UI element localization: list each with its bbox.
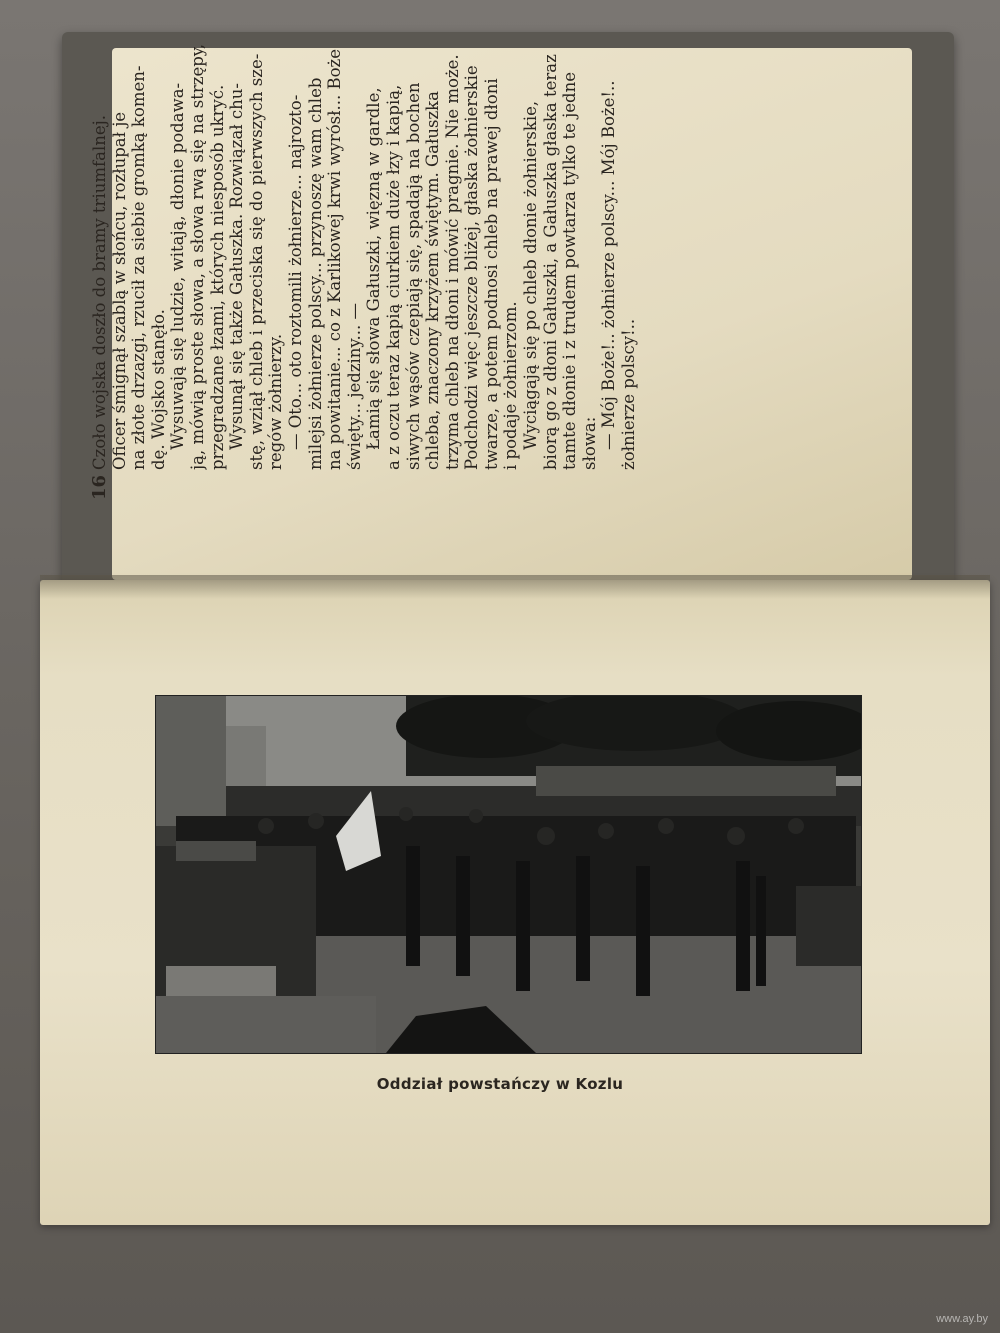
text-line: regów żołnierzy. [266,333,286,470]
photo-caption: Oddział powstańczy w Kozlu [376,1075,624,1093]
text-line: i podaje żołnierzom. [501,301,521,470]
text-line: siwych wąsów czepiają się, spadają na bochen [403,82,423,470]
text-line: chleba, znaczony krzyżem świętym. Gałuszka [423,91,443,470]
text-line: Wysunął się także Gałuszka. Rozwiązał chu- [227,83,247,450]
text-line: Wysuwają się ludzie, witają, dłonie podawa- [168,82,188,450]
text-line: przegradzane łzami, których niesposób ukryć. [207,84,227,470]
text-line: — Mój Boże!.. żołnierze polscy... Mój Boże!.. [599,80,619,450]
text-line: twarze, a potem podnosi chleb na prawej dłoni [481,78,501,470]
book-spine-shadow [40,575,990,599]
text-line: ją, mówią proste słowa, a słowa rwą się na strzępy, [187,43,207,470]
historical-photo [155,695,862,1054]
text-line: biorą go z dłoni Gałuszki, a Gałuszka głaska teraz [540,54,560,470]
text-line: milejsi żołnierze polscy... przynoszę wam chleb [305,77,325,470]
text-line: tamte dłonie i z trudem powtarza tylko te jedne [560,72,580,470]
crowd-scene-illustration [156,696,861,1053]
text-line: na powitanie... co z Karlikowej krwi wyrósł... Boże [325,49,345,470]
text-line: — Oto... oto roztomili żołnierze... najrozto- [285,94,305,450]
text-line: Czoło wojska doszło do bramy triumfalnej. [90,115,109,470]
rotated-text-block [89,0,639,500]
text-line: stę, wziął chleb i przeciska się do pierwszych sze- [246,53,266,470]
text-line: na złote drzazgi, rzucił za siebie gromką komen- [129,65,149,470]
text-line: Łamią się słowa Gałuszki, więzną w gardle, [364,87,384,450]
text-line: Oficer śmignął szablą w słońcu, rozłupał je [109,111,129,470]
text-line: Podchodzi więc jeszcze bliżej, głaska żołnierskie [462,65,482,470]
text-line: a z oczu teraz kapią ciurkiem duże łzy i kapią, [383,84,403,470]
page-number: 16 [89,474,110,500]
text-line: święty... jedziny... — [344,302,364,470]
text-line: żołnierze polscy!.. [619,318,639,470]
text-line: słowa: [579,416,599,470]
text-line: dę. Wojsko stanęło. [148,309,168,470]
text-line: trzyma chleb na dłoni i mówić pragnie. Nie może. [442,54,462,470]
watermark: www.ay.by [936,1313,988,1325]
text-line: Wyciągają się po chleb dłonie żołnierskie, [521,100,541,450]
